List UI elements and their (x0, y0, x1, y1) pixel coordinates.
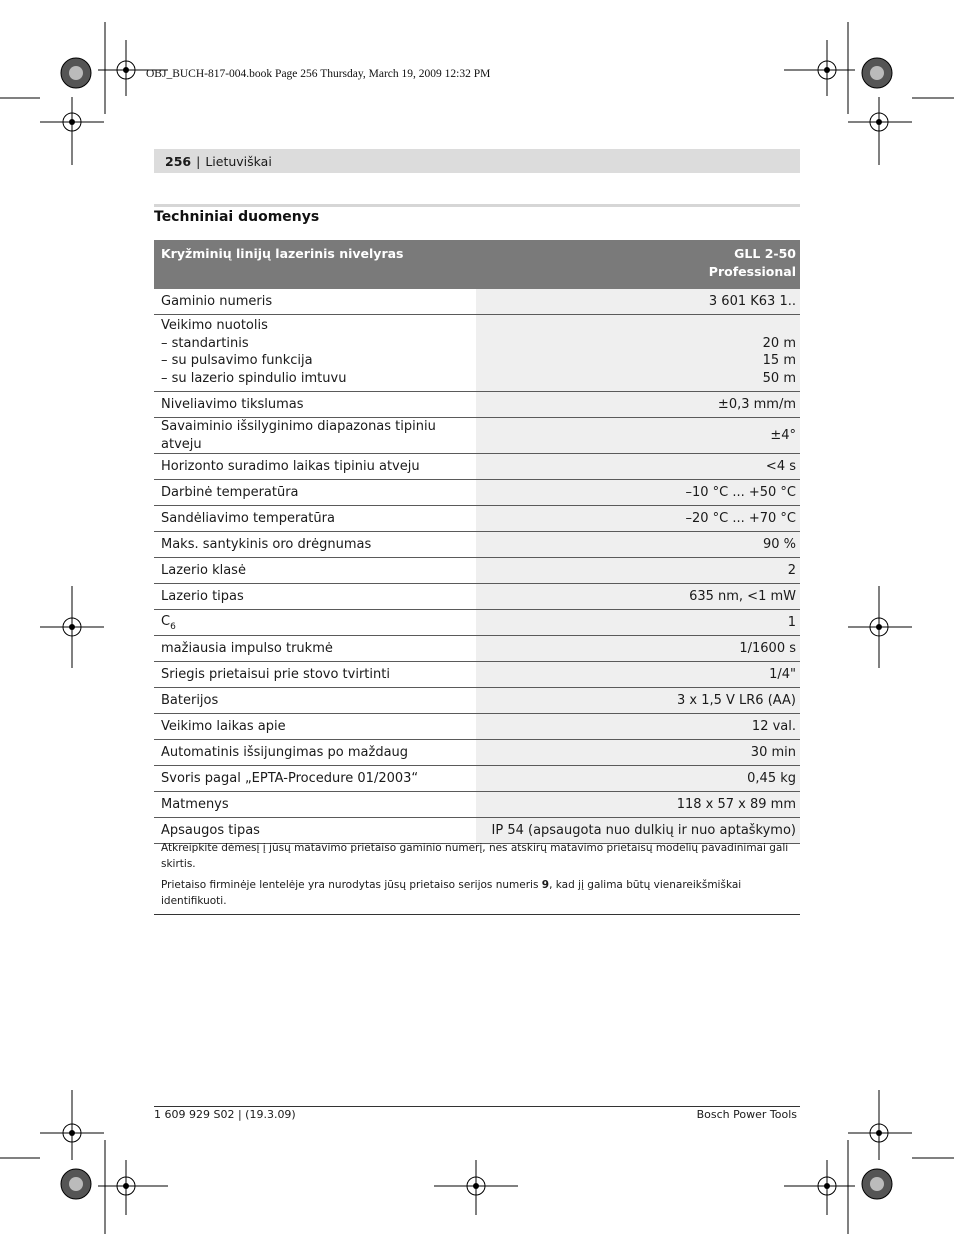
page-header (154, 149, 800, 173)
footnote-2: Prietaiso firminėje lentelėje yra nurodytas jūsų prietaiso serijos numeris 9, kad jį galima būtų vienareikšmiškai identifikuoti. (161, 879, 742, 907)
spec-value-range (476, 315, 800, 392)
range-item-label: – standartinis (161, 335, 249, 351)
range-item-value: 20 m (762, 335, 796, 351)
range-item-value: 15 m (762, 353, 796, 368)
spec-value: 12 val. (476, 714, 800, 740)
spec-value: 1/1600 s (476, 636, 800, 662)
spec-value: <4 s (476, 454, 800, 480)
section-rule (154, 204, 800, 207)
range-item-value: 50 m (762, 370, 796, 386)
table-row (154, 558, 800, 584)
spec-label: mažiausia impulso trukmė (154, 636, 476, 662)
spec-value: 3 x 1,5 V LR6 (AA) (476, 688, 800, 714)
spec-label: Savaiminio išsilyginimo diapazonas tipiniu atveju (154, 418, 476, 454)
spec-label-range (154, 315, 476, 392)
table-row (154, 392, 800, 418)
table-end-rule (154, 914, 800, 915)
spec-header-model-line: Professional (708, 264, 796, 279)
spec-label: Sriegis prietaisui prie stovo tvirtinti (154, 662, 476, 688)
spec-value: ±4° (476, 418, 800, 454)
spec-value: 3 601 K63 1.. (476, 289, 800, 315)
spec-value: ±0,3 mm/m (476, 392, 800, 418)
spec-header-model (476, 240, 800, 289)
footnote-1: Atkreipkite dėmesį į jūsų matavimo prietaiso gaminio numerį, nes atskirų matavimo prietaisų modelių pavadinimai gali skirtis. (161, 842, 789, 870)
spec-label: Darbinė temperatūra (154, 480, 476, 506)
spec-header-product: Kryžminių linijų lazerinis nivelyras (154, 240, 476, 289)
table-row (154, 740, 800, 766)
table-row (154, 584, 800, 610)
print-slug: OBJ_BUCH-817-004.book Page 256 Thursday, March 19, 2009 12:32 PM (146, 68, 491, 80)
range-item-label: – su lazerio spindulio imtuvu (161, 370, 347, 386)
spec-value: 2 (476, 558, 800, 584)
table-row (154, 610, 800, 636)
table-row (154, 480, 800, 506)
range-title: Veikimo nuotolis (161, 318, 268, 333)
spec-label (154, 610, 476, 636)
table-row (154, 532, 800, 558)
spec-label: Lazerio tipas (154, 584, 476, 610)
table-row (154, 662, 800, 688)
spec-header-model-name: GLL 2-50 (734, 246, 796, 261)
spec-label: Lazerio klasė (154, 558, 476, 584)
spec-value: 30 min (476, 740, 800, 766)
spec-label: Niveliavimo tikslumas (154, 392, 476, 418)
spec-label: Sandėliavimo temperatūra (154, 506, 476, 532)
spec-label: Gaminio numeris (154, 289, 476, 315)
table-row (154, 766, 800, 792)
spec-label: Automatinis išsijungimas po maždaug (154, 740, 476, 766)
spec-value: IP 54 (apsaugota nuo dulkių ir nuo aptaškymo) (476, 818, 800, 844)
table-row (154, 636, 800, 662)
header-separator: | (196, 153, 201, 169)
header-language: Lietuviškai (205, 153, 272, 169)
spec-value: –20 °C ... +70 °C (476, 506, 800, 532)
table-row (154, 688, 800, 714)
table-row (154, 418, 800, 454)
table-row (154, 792, 800, 818)
spec-label: Matmenys (154, 792, 476, 818)
spec-table (154, 240, 800, 844)
range-item-label: – su pulsavimo funkcija (161, 353, 313, 368)
spec-value: 118 x 57 x 89 mm (476, 792, 800, 818)
spec-label: Baterijos (154, 688, 476, 714)
section-title: Techniniai duomenys (154, 209, 320, 225)
c6-label-sub: 6 (170, 621, 176, 632)
footer-rule (154, 1106, 800, 1107)
spec-label: Svoris pagal „EPTA-Procedure 01/2003“ (154, 766, 476, 792)
table-row (154, 506, 800, 532)
spec-value: 90 % (476, 532, 800, 558)
footer-brand: Bosch Power Tools (696, 1108, 797, 1121)
table-row-range (154, 315, 800, 392)
spec-label: Horizonto suradimo laikas tipiniu atveju (154, 454, 476, 480)
spec-table-header (154, 240, 800, 289)
spec-value: 0,45 kg (476, 766, 800, 792)
spec-label: Maks. santykinis oro drėgnumas (154, 532, 476, 558)
table-row (154, 714, 800, 740)
spec-value: 1/4" (476, 662, 800, 688)
table-row (154, 454, 800, 480)
page-number: 256 (165, 153, 192, 169)
footer-doc-number: 1 609 929 S02 | (19.3.09) (154, 1108, 296, 1121)
c6-label-main: C (161, 613, 171, 629)
spec-value: –10 °C ... +50 °C (476, 480, 800, 506)
table-row (154, 289, 800, 315)
spec-label: Apsaugos tipas (154, 818, 476, 844)
serial-ref-number: 9 (541, 879, 550, 891)
footnotes (161, 840, 797, 914)
spec-label: Veikimo laikas apie (154, 714, 476, 740)
spec-value: 1 (476, 610, 800, 636)
spec-value: 635 nm, <1 mW (476, 584, 800, 610)
